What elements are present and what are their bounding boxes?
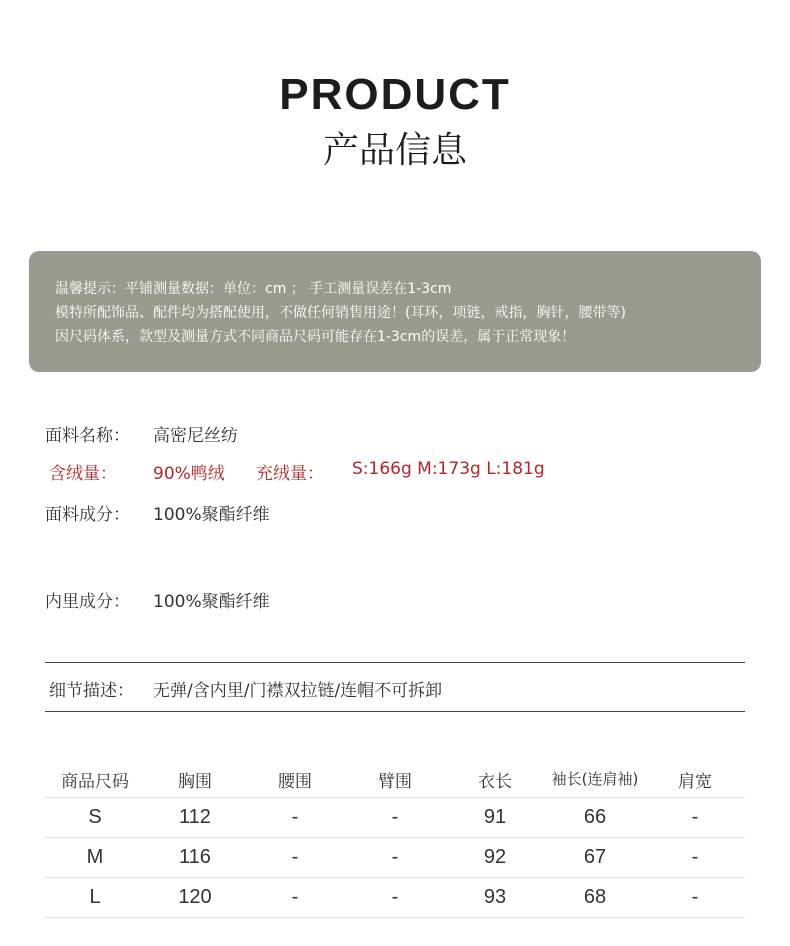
table-cell-sleeve: 67 — [583, 846, 607, 868]
product-title-cn: 产品信息 — [322, 130, 467, 171]
table-cell-size: L — [89, 886, 101, 908]
down-content-value: 90%鸭绒 — [153, 464, 225, 484]
details-top-divider — [45, 662, 745, 663]
size-header-size: 商品尺码 — [61, 772, 129, 792]
down-content-label: 含绒量： — [49, 464, 117, 484]
table-cell-chest: 120 — [178, 886, 212, 908]
fabric-name-value: 高密尼丝纺 — [153, 426, 238, 446]
table-cell-arm: - — [391, 846, 399, 868]
fill-weight-value: S:166g M:173g L:181g — [352, 459, 545, 479]
table-cell-arm: - — [391, 806, 399, 828]
fabric-name-label: 面料名称： — [45, 426, 130, 446]
table-cell-waist: - — [291, 806, 299, 828]
notice-box — [29, 251, 761, 372]
details-value: 无弹/含内里/门襟双拉链/连帽不可拆卸 — [153, 681, 443, 701]
lining-composition-label: 内里成分： — [45, 592, 130, 612]
table-cell-chest: 116 — [179, 846, 211, 868]
size-header-waist: 腰围 — [278, 772, 312, 792]
notice-line-size-error: 因尺码体系，款型及测量方式不同商品尺码可能存在1-3cm的误差，属于正常现象！ — [55, 329, 576, 345]
table-cell-shoulder: - — [691, 846, 699, 868]
size-header-length: 衣长 — [478, 772, 512, 792]
lining-composition-value: 100%聚酯纤维 — [153, 592, 270, 612]
table-divider — [45, 917, 745, 918]
table-cell-length: 91 — [483, 806, 507, 828]
table-cell-waist: - — [291, 886, 299, 908]
table-divider — [45, 797, 745, 798]
fabric-composition-label: 面料成分： — [45, 505, 130, 525]
size-header-shoulder: 肩宽 — [678, 772, 712, 792]
product-title-en: PRODUCT — [279, 70, 511, 119]
fabric-composition-value: 100%聚酯纤维 — [153, 505, 270, 525]
table-cell-length: 93 — [483, 886, 507, 908]
fill-weight-label: 充绒量： — [256, 464, 324, 484]
size-header-chest: 胸围 — [178, 772, 212, 792]
details-label: 细节描述： — [49, 681, 134, 701]
table-cell-size: M — [86, 846, 104, 868]
table-cell-shoulder: - — [691, 806, 699, 828]
table-cell-sleeve: 66 — [583, 806, 607, 828]
table-cell-shoulder: - — [691, 886, 699, 908]
table-cell-chest: 112 — [179, 806, 211, 828]
table-cell-waist: - — [291, 846, 299, 868]
table-divider — [45, 837, 745, 838]
notice-line-accessories: 模特所配饰品、配件均为搭配使用，不做任何销售用途！(耳环，项链，戒指，胸针，腰带等) — [55, 305, 626, 321]
details-bottom-divider — [45, 711, 745, 712]
table-divider — [45, 877, 745, 878]
notice-line-measure: 温馨提示：平铺测量数据：单位：cm ； 手工测量误差在1-3cm — [55, 281, 452, 297]
table-cell-length: 92 — [483, 846, 507, 868]
size-header-arm: 臂围 — [378, 772, 412, 792]
table-cell-arm: - — [391, 886, 399, 908]
size-header-sleeve: 袖长(连肩袖) — [551, 770, 639, 788]
table-cell-size: S — [88, 806, 102, 828]
table-cell-sleeve: 68 — [583, 886, 607, 908]
